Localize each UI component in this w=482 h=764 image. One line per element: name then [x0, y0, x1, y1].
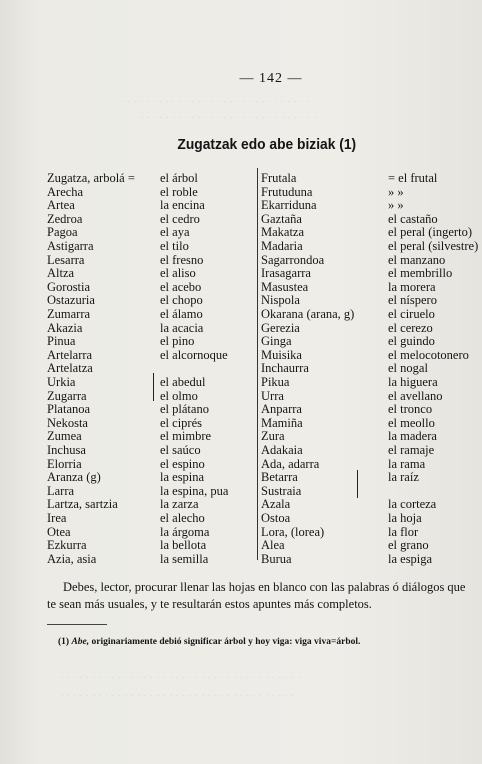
spanish-translation: la semilla — [160, 551, 209, 566]
basque-term: Zumea — [47, 429, 82, 444]
spanish-translation: el castaño — [388, 211, 438, 226]
spanish-translation: el manzano — [388, 252, 446, 267]
spanish-translation: la morera — [388, 279, 436, 294]
basque-term: Pagoa — [47, 225, 78, 240]
page-number: — 142 — — [239, 71, 303, 86]
spanish-translation: el cedro — [160, 211, 200, 226]
basque-term: Gorostia — [47, 279, 91, 294]
basque-term: Okarana (arana, g) — [261, 307, 355, 321]
basque-term: Muisika — [261, 347, 302, 362]
spanish-translation: la raíz — [388, 470, 419, 485]
bleed-through-text: · · · · · · · · · · · · · · · · · · · · · · · · · · · · · · — [120, 96, 310, 108]
spanish-translation: la bellota — [160, 538, 207, 553]
basque-term: Arecha — [47, 184, 84, 199]
bleed-through-text: · · · · · · · · · · · · · · · · · · · · · · · · · · · · · · · · · · · · · — [60, 690, 295, 702]
basque-term: Inchusa — [47, 443, 86, 457]
basque-term: Irea — [47, 511, 67, 525]
basque-term: Zugarra — [47, 388, 87, 403]
basque-term: Pikua — [261, 375, 290, 389]
spanish-translation: el pino — [160, 334, 195, 349]
basque-term: Nispola — [261, 293, 300, 308]
basque-term: Azala — [261, 497, 291, 512]
brace-artelarra — [150, 373, 154, 401]
spanish-translation: la espina — [160, 470, 205, 485]
basque-term: Ekarriduna — [261, 198, 317, 213]
basque-term: Masustea — [261, 279, 309, 294]
spanish-translation: el alcornoque — [160, 347, 228, 362]
spanish-translation: el fresno — [160, 252, 204, 267]
basque-term: Pinua — [47, 334, 76, 349]
spanish-translation: el mimbre — [160, 429, 212, 444]
basque-term: Elorria — [47, 456, 82, 471]
spanish-translation: la espiga — [388, 551, 433, 566]
spanish-translation: la zarza — [160, 497, 199, 512]
basque-term: Madaria — [261, 239, 303, 253]
basque-term: Azia, asia — [47, 551, 97, 566]
spanish-translation: el guindo — [388, 334, 435, 349]
basque-term: Platanoa — [47, 402, 91, 417]
basque-term: Alea — [261, 538, 285, 553]
spanish-translation: » » — [388, 198, 404, 213]
basque-term: Betarra — [261, 470, 298, 485]
basque-term: Altza — [47, 266, 75, 281]
spanish-translation: el grano — [388, 538, 429, 553]
spanish-translation: la encina — [160, 198, 205, 213]
spanish-translation: el chopo — [160, 293, 203, 308]
basque-term: Sagarrondoa — [261, 252, 325, 267]
spanish-translation: = el frutal — [388, 171, 438, 185]
basque-term: Sustraia — [261, 483, 302, 498]
basque-term: Akazia — [47, 320, 83, 335]
spanish-translation: el espino — [160, 456, 205, 471]
basque-term: Otea — [47, 524, 71, 539]
basque-term: Adakaia — [261, 443, 303, 457]
basque-term: Larra — [47, 483, 75, 498]
spanish-translation: el peral (silvestre) — [388, 239, 479, 253]
footnote-text: originariamente debió significar árbol y hoy viga: viga viva=árbol. — [91, 637, 361, 647]
bleed-through-text: · · · · · · · · · · · · · · · · · · · · · · · · · · · · — [140, 112, 317, 124]
basque-term: Inchaurra — [261, 361, 309, 376]
basque-term: Ostoa — [261, 511, 291, 525]
spanish-translation: la rama — [388, 456, 426, 471]
basque-term: Artea — [47, 198, 75, 213]
spanish-translation: el cerezo — [388, 320, 433, 335]
spanish-translation: el níspero — [388, 293, 437, 308]
basque-term: Gerezia — [261, 320, 300, 335]
spanish-translation: la corteza — [388, 497, 437, 512]
spanish-translation: la hoja — [388, 511, 422, 525]
footnote — [58, 637, 478, 647]
spanish-translation: la espina, pua — [160, 483, 229, 498]
footnote-rule — [47, 624, 107, 625]
spanish-translation: el árbol — [160, 171, 198, 185]
basque-term: Artelarra — [47, 347, 93, 362]
basque-term: Anparra — [261, 402, 302, 417]
footnote-marker: (1) — [58, 637, 70, 647]
basque-term: Aranza (g) — [47, 470, 101, 485]
spanish-translation: el álamo — [160, 307, 203, 321]
spanish-translation: el ciruelo — [388, 307, 435, 321]
basque-term: Ezkurra — [47, 538, 87, 553]
basque-term: Urkia — [47, 375, 76, 389]
spanish-translation: el aya — [160, 225, 190, 240]
spanish-translation: la flor — [388, 524, 419, 539]
spanish-translation: el plátano — [160, 402, 209, 417]
basque-term: Zedroa — [47, 211, 83, 226]
spanish-translation: el ramaje — [388, 443, 435, 457]
basque-term: Frutala — [261, 171, 297, 185]
page-title: Zugatzak edo abe biziak (1) — [177, 136, 357, 153]
basque-term: Mamiña — [261, 415, 303, 430]
spanish-translation: el ciprés — [160, 415, 202, 430]
basque-term: Gaztaña — [261, 211, 302, 226]
spanish-translation: el olmo — [160, 388, 198, 403]
spanish-translation: el meollo — [388, 415, 435, 430]
column-divider — [257, 168, 258, 560]
basque-term: Lora, (lorea) — [261, 524, 325, 539]
spanish-translation: la árgoma — [160, 524, 210, 539]
basque-term: Nekosta — [47, 415, 88, 430]
basque-term: Ginga — [261, 334, 292, 349]
spanish-translation: el alecho — [160, 511, 205, 525]
spanish-translation: la acacia — [160, 320, 204, 335]
basque-term: Frutuduna — [261, 184, 313, 199]
basque-term: Zumarra — [47, 307, 91, 321]
spanish-translation: el roble — [160, 184, 198, 199]
spanish-translation: el membrillo — [388, 266, 453, 281]
closing-paragraph: Debes, lector, procurar llenar las hojas en blanco con las palabras ó diálogos que te sean más usuales, y te resultarán estos apuntes más completos. — [47, 580, 466, 611]
basque-term: Zugatza, arbolá = — [47, 171, 135, 185]
basque-term: Zura — [261, 429, 285, 444]
basque-term: Ostazuria — [47, 293, 95, 308]
spanish-translation: el tilo — [160, 239, 189, 253]
basque-term: Irasagarra — [261, 266, 311, 281]
basque-term: Urra — [261, 388, 284, 403]
spanish-translation: el abedul — [160, 375, 206, 389]
spanish-translation: el acebo — [160, 279, 202, 294]
spanish-translation: el nogal — [388, 361, 428, 376]
basque-term: Lesarra — [47, 252, 85, 267]
spanish-translation: el melocotonero — [388, 347, 469, 362]
spanish-translation: el peral (ingerto) — [388, 225, 472, 240]
bleed-through-text: · · · · · · · · · · · · · · · · · · · · · · · · · · · · · · · · · · · · · · — [60, 672, 301, 684]
brace-betarra — [354, 470, 358, 498]
basque-term: Ada, adarra — [261, 456, 320, 471]
basque-term: Burua — [261, 551, 292, 566]
basque-term: Makatza — [261, 225, 305, 240]
spanish-translation: el tronco — [388, 402, 433, 417]
spanish-translation: el saúco — [160, 443, 201, 457]
spanish-translation: » » — [388, 184, 404, 199]
basque-term: Astigarra — [47, 239, 94, 253]
spanish-translation: la higuera — [388, 375, 438, 389]
basque-term: Artelatza — [47, 361, 93, 376]
basque-term: Lartza, sartzia — [47, 497, 118, 512]
spanish-translation: el aliso — [160, 266, 196, 281]
footnote-word: Abe, — [71, 637, 90, 647]
spanish-translation: el avellano — [388, 388, 443, 403]
spanish-translation: la madera — [388, 429, 437, 444]
